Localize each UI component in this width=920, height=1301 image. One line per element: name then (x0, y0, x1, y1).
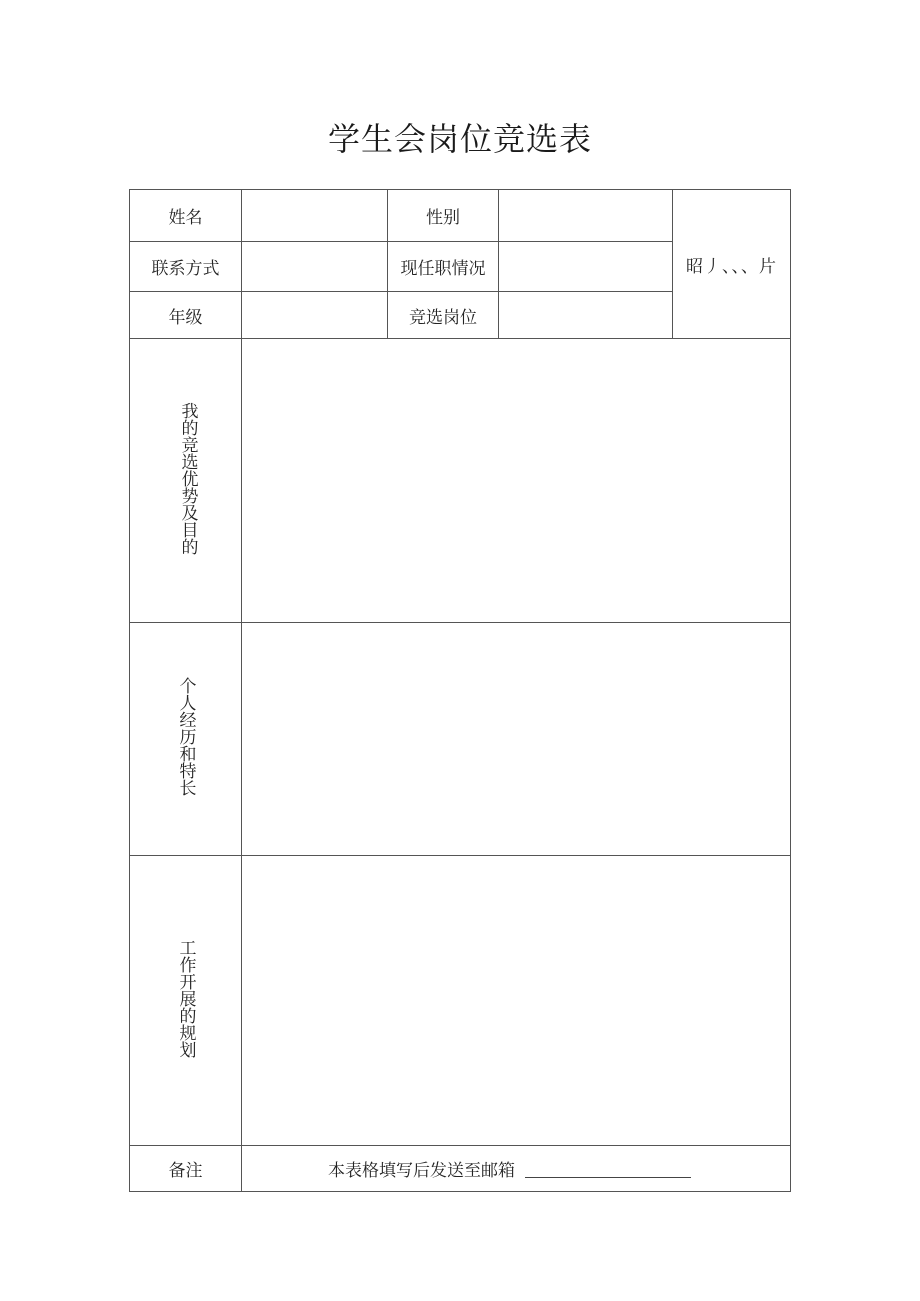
photo-label: 昭⼃、、、片 (686, 256, 777, 277)
grade-label: 年级 (130, 292, 242, 339)
contact-label: 联系方式 (130, 242, 242, 292)
advantages-label-cell (130, 339, 242, 623)
current-position-field[interactable] (499, 242, 673, 292)
photo-box[interactable] (673, 190, 791, 339)
remarks-text: 本表格填写后发送至邮箱 (328, 1161, 515, 1181)
current-position-label: 现任职情况 (388, 242, 499, 292)
page-title: 学生会岗位竞选表 (327, 120, 592, 158)
email-blank-line[interactable] (525, 1163, 691, 1178)
advantages-label: 我的竞选优势及目的 (177, 401, 198, 555)
plan-field[interactable] (242, 856, 791, 1146)
experience-field[interactable] (242, 623, 791, 856)
plan-label: 工作开展的规划 (175, 938, 196, 1058)
remarks-cell (242, 1146, 791, 1192)
experience-label: 个人经历和特长 (175, 677, 196, 796)
name-label: 姓名 (130, 190, 242, 242)
grade-field[interactable] (242, 292, 388, 339)
remarks-label: 备注 (130, 1146, 242, 1192)
name-field[interactable] (242, 190, 388, 242)
advantages-field[interactable] (242, 339, 791, 623)
target-position-label: 竞选岗位 (388, 292, 499, 339)
plan-label-cell (130, 856, 242, 1146)
gender-label: 性别 (388, 190, 499, 242)
target-position-field[interactable] (499, 292, 673, 339)
contact-field[interactable] (242, 242, 388, 292)
election-form-table (129, 189, 791, 1192)
gender-field[interactable] (499, 190, 673, 242)
experience-label-cell (130, 623, 242, 856)
